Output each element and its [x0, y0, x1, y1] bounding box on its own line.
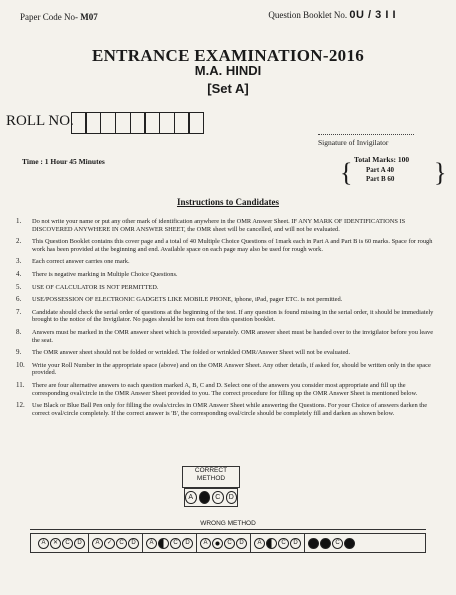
question-booklet-no [268, 9, 396, 21]
exam-title: ENTRANCE EXAMINATION-2016 [91, 46, 365, 65]
paper-code-value: M07 [80, 12, 98, 22]
wrong-example-cross [35, 534, 89, 552]
roll-box[interactable] [71, 112, 87, 134]
left-brace: { [340, 158, 353, 187]
instruction-number: 2. [16, 237, 22, 246]
bubble-tick-icon: ✓ [104, 538, 115, 549]
roll-box[interactable] [100, 112, 116, 134]
wrong-example-multi [305, 534, 358, 552]
bubble-cross-icon: ✕ [50, 538, 61, 549]
instruction-text: Answers must be marked in the OMR answer sheet which is provided separately. OMR answer sheet must be handed over to the invigilator before you leave the seat. [32, 328, 434, 344]
roll-no-boxes[interactable] [72, 112, 204, 134]
instruction-text: There are four alternative answers to each question marked A, B, C and D. Select one of the answers you consider most appropriate and fill up the corresponding oval/circle in the OMR Answer Sheet provided to you. The correct procedure for filling up the OMR Answer Sheet is mentioned below. [32, 381, 418, 397]
instruction-item [16, 309, 442, 324]
instruction-text: This Question Booklet contains this cover page and a total of 40 Multiple Choice Questions of 1mark each in Part A and Part B is 60 marks. Space for rough work has been provided at the beginning and end. Available space on each page may also be used for rough work. [32, 238, 433, 253]
bubble-c-icon: C [212, 491, 224, 504]
instruction-number: 3. [16, 257, 22, 266]
instruction-text: Each correct answer carries one mark. [32, 258, 130, 266]
bubble-filled-icon [320, 538, 331, 549]
instruction-item [16, 218, 442, 233]
instruction-text: The OMR answer sheet should not be folded or wrinkled. The folded or wrinkled OMR/Answer Sheet will not be evaluated. [32, 349, 351, 357]
instruction-item [16, 258, 442, 266]
instruction-item [16, 362, 442, 377]
exam-time: Time : 1 Hour 45 Minutes [22, 157, 105, 166]
bubble-d-icon: D [226, 491, 238, 504]
instruction-number: 4. [16, 269, 22, 278]
instruction-item [16, 329, 442, 344]
roll-box[interactable] [159, 112, 175, 134]
paper-code [20, 12, 98, 22]
correct-method-label: CORRECT METHOD [182, 466, 240, 488]
exam-subject: M.A. HINDI [194, 63, 262, 78]
total-marks: Total Marks: 100 [354, 155, 410, 164]
instruction-number: 5. [16, 282, 22, 291]
wrong-example-dot [197, 534, 251, 552]
correct-method-bubbles [184, 488, 238, 507]
roll-box[interactable] [174, 112, 190, 134]
instruction-number: 1. [16, 217, 22, 225]
bubble-b-filled-icon: B [199, 491, 211, 504]
instruction-item [16, 271, 442, 279]
instruction-text: Candidate should check the serial order of questions at the beginning of the test. If any question is found missing in the serial order, it should be immediately brought to the notice of the Invigilator. No pages should be torn out from this question booklet. [32, 308, 434, 324]
bubble-c-icon: C [62, 538, 73, 549]
booklet-label: Question Booklet No. [268, 10, 350, 20]
instruction-item [16, 382, 442, 397]
part-b-marks: Part B 60 [366, 175, 395, 183]
roll-box[interactable] [85, 112, 101, 134]
bubble-d-icon: D [236, 538, 247, 549]
invigilator-signature-label: Signature of Invigilator [318, 138, 389, 147]
bubble-a-icon: A [185, 491, 197, 504]
roll-box[interactable] [115, 112, 131, 134]
instructions-list [16, 218, 442, 422]
bubble-d-icon: D [290, 538, 301, 549]
instruction-text: Use Black or Blue Ball Pen only for filling the ovals/circles in OMR Answer Sheet while answering the Questions. For your Choice of answers darken the correct oval/circle completely. If the correct answer is 'B', the corresponding oval/circle should be completely fill and darken as shown below. [32, 402, 428, 417]
wrong-example-tick [89, 534, 143, 552]
instruction-item [16, 349, 442, 357]
wrong-example-edge [251, 534, 305, 552]
instruction-text: USE OF CALCULATOR IS NOT PERMITTED. [32, 283, 159, 291]
bubble-filled-icon [344, 538, 355, 549]
wrong-method-bubbles [30, 533, 426, 553]
instruction-item [16, 296, 442, 304]
bubble-d-icon: D [128, 538, 139, 549]
instruction-text: There is negative marking in Multiple Choice Questions. [32, 270, 178, 278]
bubble-filled-icon [308, 538, 319, 549]
invigilator-signature-line[interactable] [318, 134, 414, 135]
bubble-a-icon: A [38, 538, 49, 549]
instruction-text: USE/POSSESSION OF ELECTRONIC GADGETS LIKE MOBILE PHONE, iphone, iPad, pager ETC. is not permitted. [32, 296, 343, 304]
bubble-half-filled-icon [158, 538, 169, 549]
bubble-c-icon: C [170, 538, 181, 549]
part-a-marks: Part A 40 [366, 166, 394, 174]
wrong-method-label: WRONG METHOD [30, 520, 426, 530]
roll-box[interactable] [188, 112, 204, 134]
bubble-d-icon: D [182, 538, 193, 549]
bubble-a-icon: A [254, 538, 265, 549]
wrong-example-half [143, 534, 197, 552]
right-brace: } [434, 158, 447, 187]
bubble-d-icon: D [74, 538, 85, 549]
instruction-item [16, 284, 442, 292]
bubble-c-icon: C [278, 538, 289, 549]
instruction-item [16, 402, 442, 417]
instruction-text: Write your Roll Number in the appropriate space (above) and on the OMR Answer Sheet. Any other details, if asked for, should be written only in the space provided. [32, 361, 431, 377]
instruction-number: 9. [16, 348, 22, 357]
roll-no-label: ROLL NO. [6, 113, 74, 129]
roll-box[interactable] [144, 112, 160, 134]
booklet-number: 0U / 3 I I [349, 9, 396, 21]
instruction-number: 7. [16, 307, 22, 316]
instruction-number: 6. [16, 295, 22, 304]
instruction-number: 12. [16, 401, 25, 410]
bubble-c-icon: C [332, 538, 343, 549]
bubble-a-icon: A [92, 538, 103, 549]
paper-code-label: Paper Code No- [20, 12, 81, 22]
instruction-item [16, 238, 442, 253]
instruction-text: Do not write your name or put any other mark of identification anywhere in the OMR Answer Sheet. IF ANY MARK OF IDENTIFICATIONS IS DISCOVERED ANYWHERE IN OMR ANSWER SHEET, the OMR sheet will be cancelled, and will not be evaluated. [32, 218, 406, 233]
bubble-c-icon: C [224, 538, 235, 549]
bubble-partial-icon [266, 538, 277, 549]
bubble-a-icon: A [200, 538, 211, 549]
exam-set: [Set A] [207, 81, 249, 96]
bubble-dot-icon [212, 538, 223, 549]
bubble-c-icon: C [116, 538, 127, 549]
instruction-number: 8. [16, 327, 22, 336]
bubble-a-icon: A [146, 538, 157, 549]
instruction-number: 11. [16, 380, 25, 389]
instruction-number: 10. [16, 360, 25, 369]
roll-box[interactable] [130, 112, 146, 134]
instructions-title: Instructions to Candidates [176, 197, 279, 207]
